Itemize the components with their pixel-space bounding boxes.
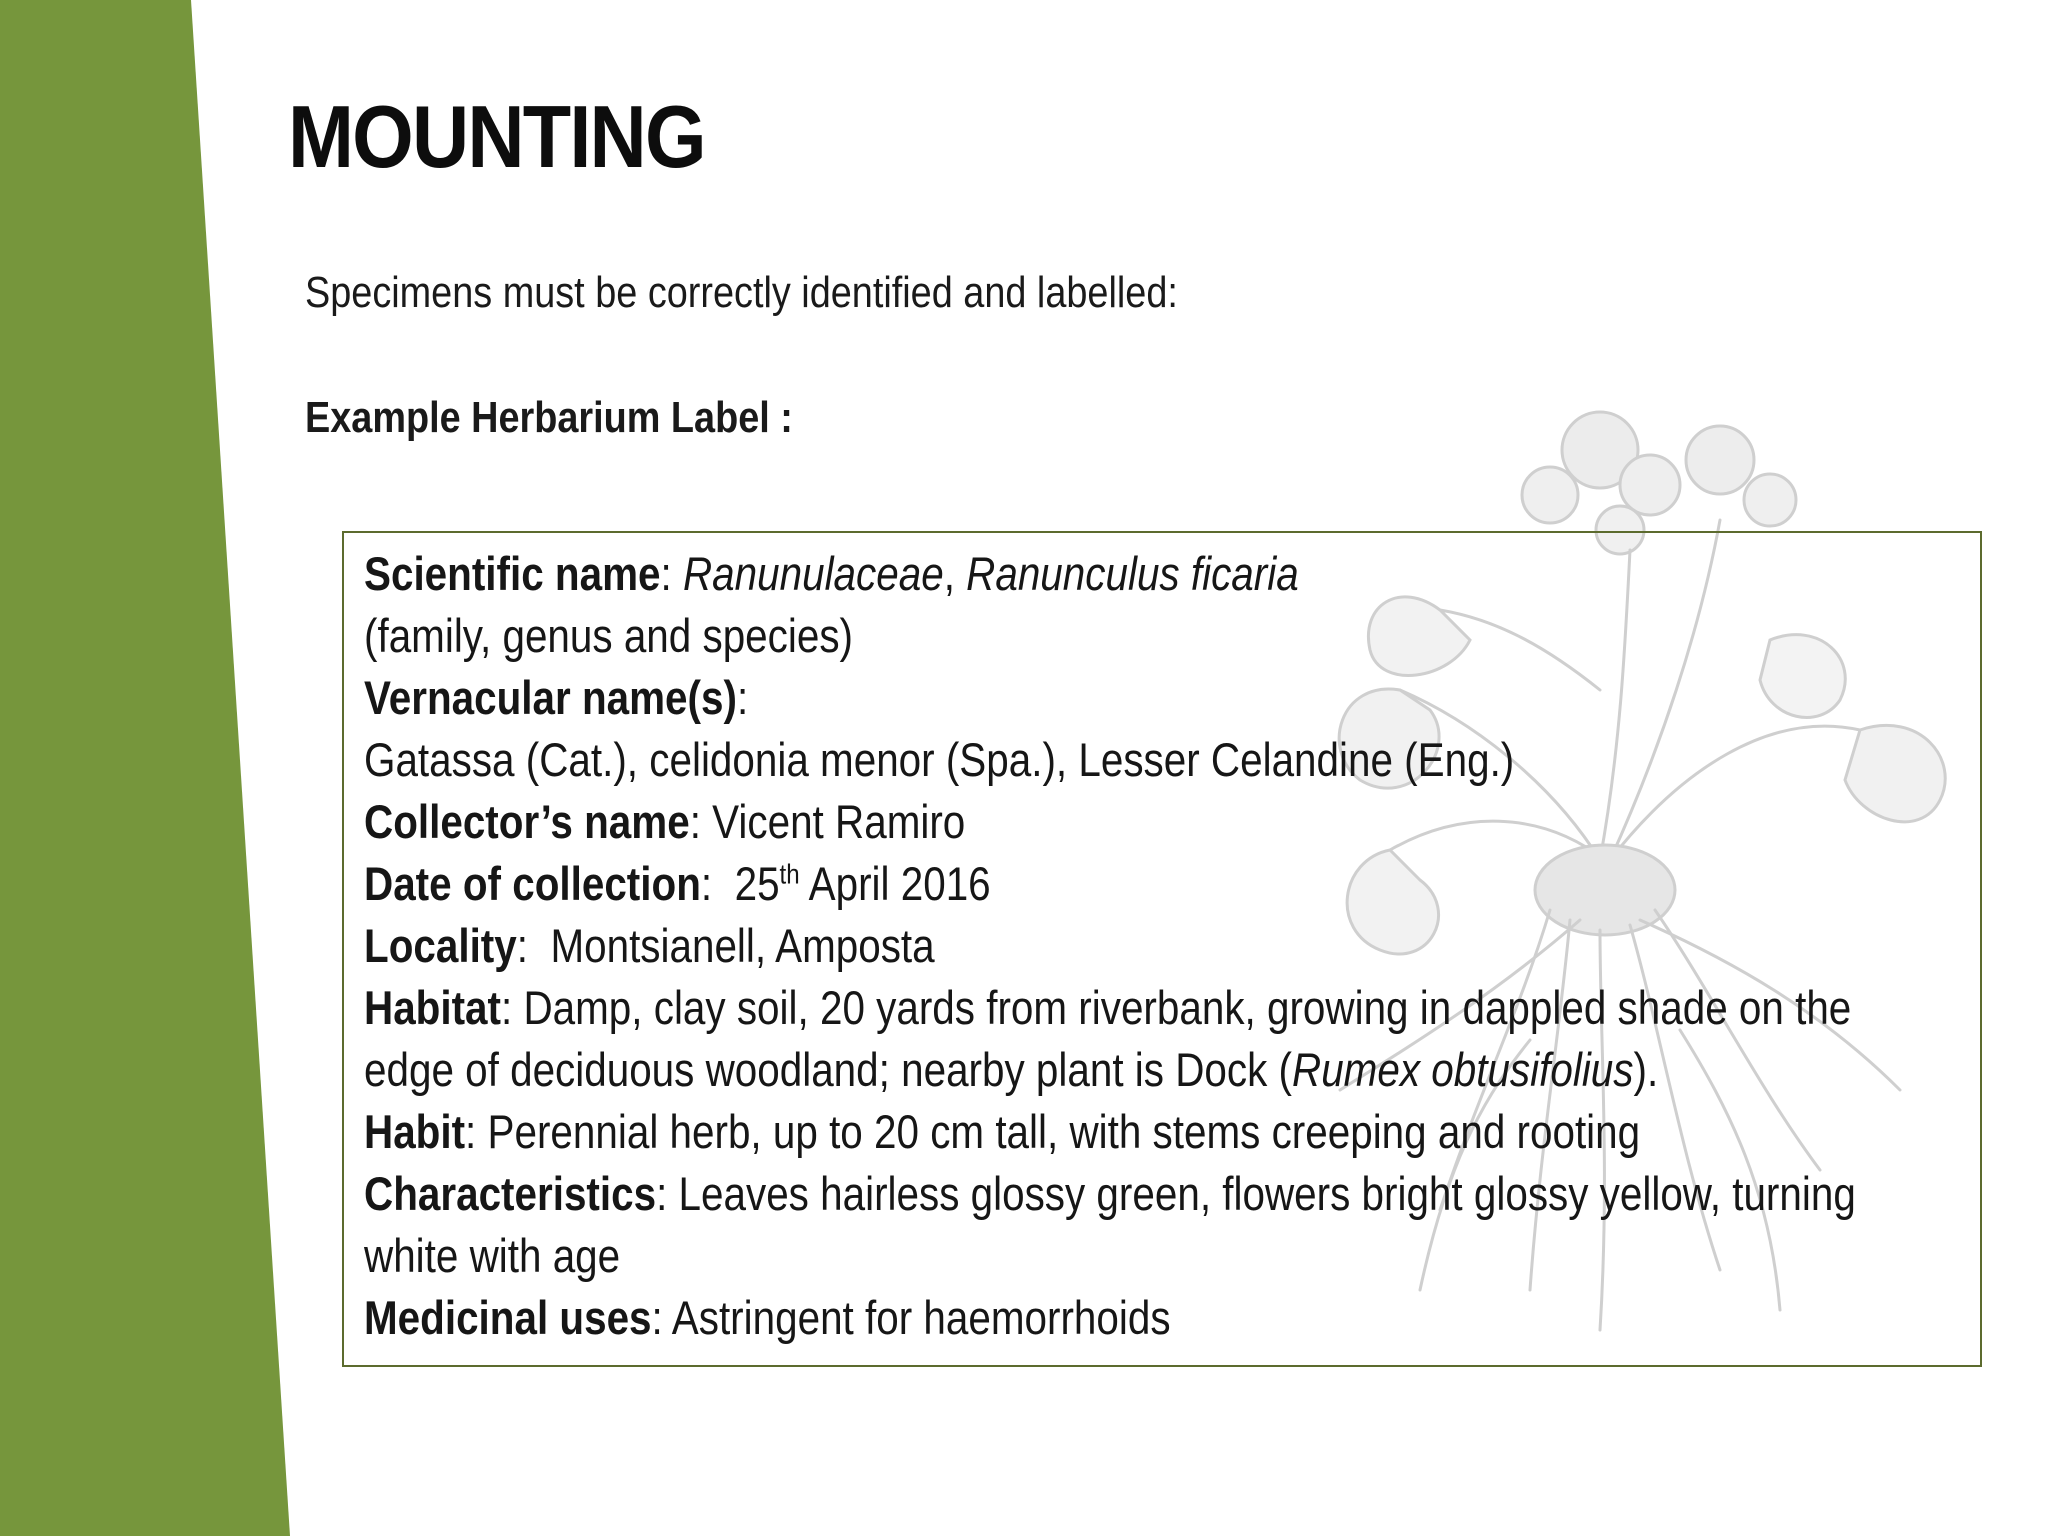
label-heading: Example Herbarium Label : xyxy=(305,393,793,442)
intro-text: Specimens must be correctly identified and labelled: xyxy=(305,268,1178,317)
habit-line xyxy=(364,1101,1938,1163)
green-side-band xyxy=(0,0,300,1536)
characteristics-line xyxy=(364,1163,1938,1225)
habit-key: Habit xyxy=(364,1105,466,1158)
characteristics-line-2: white with age xyxy=(364,1229,621,1282)
species-name: Ranunculus ficaria xyxy=(966,547,1299,600)
separator: : xyxy=(656,1167,679,1220)
habitat-line-2 xyxy=(364,1039,1938,1101)
habitat-value-line2-end: ). xyxy=(1633,1043,1659,1096)
date-line: Date of collection: 25th April 2016 xyxy=(364,857,991,910)
habitat-species: Rumex obtusifolius xyxy=(1292,1043,1634,1096)
scientific-name-note: (family, genus and species) xyxy=(364,609,854,662)
slide-title: MOUNTING xyxy=(288,87,705,186)
collector-value: Vicent Ramiro xyxy=(712,795,966,848)
habitat-key: Habitat xyxy=(364,981,501,1034)
medicinal-key: Medicinal uses xyxy=(364,1291,652,1344)
scientific-name-line xyxy=(364,543,1938,605)
date-rest: April 2016 xyxy=(799,857,991,910)
comma: , xyxy=(943,547,967,600)
locality-line: Locality: Montsianell, Amposta xyxy=(364,919,935,972)
collector-key: Collector’s name xyxy=(364,795,690,848)
habitat-value-line1: Damp, clay soil, 20 yards from riverbank, growing in dappled shade on the xyxy=(523,981,1852,1034)
characteristics-key: Characteristics xyxy=(364,1167,657,1220)
habit-value: Perennial herb, up to 20 cm tall, with stems creeping and rooting xyxy=(487,1105,1641,1158)
separator: : xyxy=(465,1105,488,1158)
locality-key: Locality xyxy=(364,919,517,972)
characteristics-value-line1: Leaves hairless glossy green, flowers bright glossy yellow, turning xyxy=(678,1167,1856,1220)
separator: : xyxy=(689,795,713,848)
herbarium-label-box xyxy=(342,531,1982,1367)
collector-line xyxy=(364,791,1938,853)
vernacular-value: Gatassa (Cat.), celidonia menor (Spa.), Lesser Celandine (Eng.) xyxy=(364,733,1515,786)
vernacular-key-line: Vernacular name(s): xyxy=(364,671,749,724)
date-suffix: th xyxy=(779,858,800,890)
scientific-name-key: Scientific name xyxy=(364,547,661,600)
separator: : xyxy=(651,1291,672,1344)
date-day: 25 xyxy=(734,857,780,910)
vernacular-key: Vernacular name(s) xyxy=(364,671,737,724)
family-name: Ranunulaceae xyxy=(682,547,944,600)
date-key: Date of collection xyxy=(364,857,701,910)
medicinal-value: Astringent for haemorrhoids xyxy=(671,1291,1171,1344)
habitat-line xyxy=(364,977,1938,1039)
herbarium-label-text xyxy=(364,543,1938,1349)
habitat-value-line2-start: edge of deciduous woodland; nearby plant is Dock ( xyxy=(364,1043,1293,1096)
medicinal-line xyxy=(364,1287,1938,1349)
separator: : xyxy=(500,981,524,1034)
locality-value: Montsianell, Amposta xyxy=(550,919,935,972)
separator: : xyxy=(660,547,683,600)
